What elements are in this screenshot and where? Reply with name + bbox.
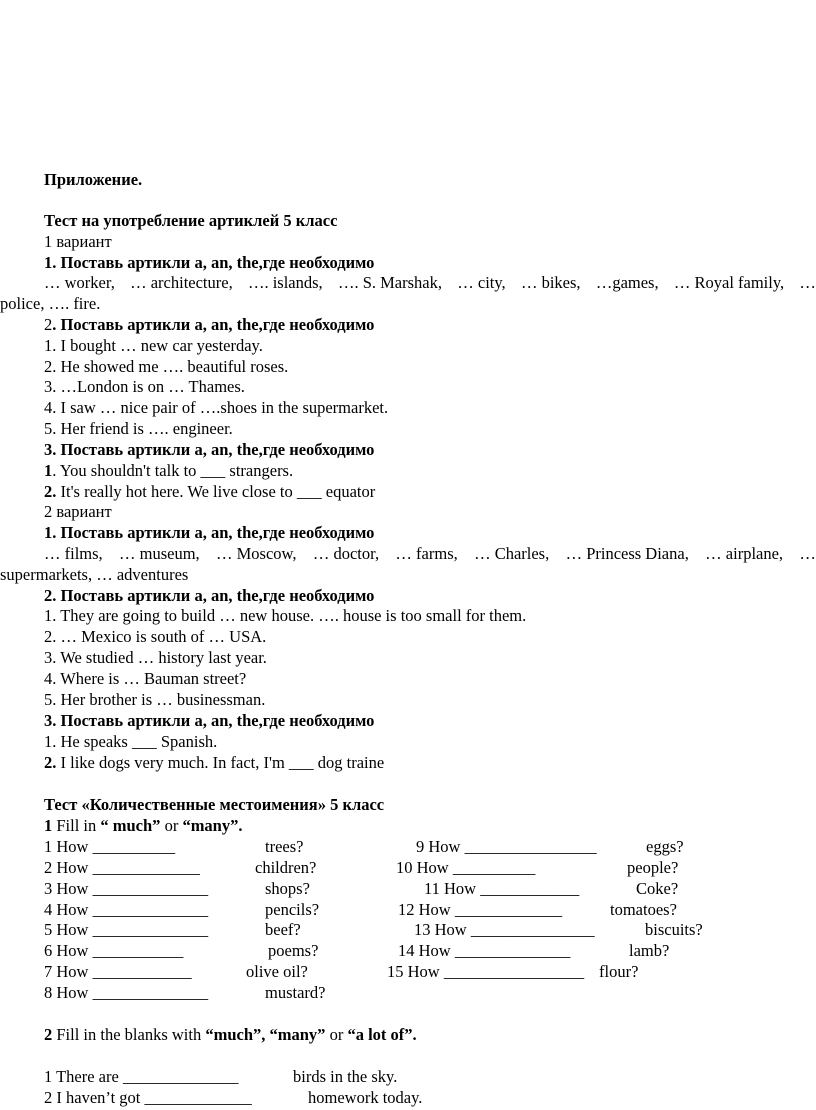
v1-task2-item: 1. I bought … new car yesterday. (44, 336, 263, 355)
ex2-item-start: 2 I haven’t got _____________ (44, 1088, 252, 1107)
ex1-item-noun: people? (627, 858, 679, 877)
v1-task3-item: 2. It's really hot here. We live close to ___ equator (44, 482, 376, 501)
ex2-item-start: 1 There are ______________ (44, 1067, 239, 1086)
v1-task1-word: … worker, (44, 273, 115, 292)
ex2-item-end: homework today. (308, 1088, 423, 1107)
v1-task1-title: 1. Поставь артикли a, an, the,где необходимо (44, 253, 375, 272)
v1-task2-item: 5. Her friend is …. engineer. (44, 419, 233, 438)
v2-task1-word: … museum, (119, 544, 200, 563)
ex1-item-question: 15 How _________________ (387, 962, 585, 981)
v2-task3-item: 2. I like dogs very much. In fact, I'm ___ dog traine (44, 753, 385, 772)
ex1-item-question: 12 How _____________ (398, 900, 563, 919)
ex2-item-end: birds in the sky. (293, 1067, 398, 1086)
v2-task1-word: … farms, (395, 544, 458, 563)
ex1-item-question: 10 How __________ (396, 858, 536, 877)
v2-task1-word: … (799, 544, 816, 563)
v1-task1-line1 (44, 273, 816, 293)
v2-task2-item: 3. We studied … history last year. (44, 648, 267, 667)
ex1-item-question: 7 How ____________ (44, 962, 192, 981)
v1-task2-item: 2. He showed me …. beautiful roses. (44, 357, 289, 376)
v2-task3-title: 3. Поставь артикли a, an, the,где необходимо (44, 711, 375, 730)
ex1-item-question: 14 How ______________ (398, 941, 571, 960)
v2-task1-line1 (44, 544, 816, 564)
ex1-item-noun: eggs? (646, 837, 684, 856)
ex1-item-noun: olive oil? (246, 962, 308, 981)
v2-task2-item: 4. Where is … Bauman street? (44, 669, 247, 688)
ex1-item-noun: children? (255, 858, 317, 877)
v2-task2-title: 2. Поставь артикли a, an, the,где необходимо (44, 586, 375, 605)
v1-task1-word: …. islands, (247, 273, 323, 292)
ex1-item-noun: flour? (599, 962, 639, 981)
v2-task1-word: … Moscow, (216, 544, 297, 563)
v1-task3-item: 1. You shouldn't talk to ___ strangers. (44, 461, 294, 480)
v2-task1-word: … Princess Diana, (565, 544, 689, 563)
ex1-item-question: 9 How ________________ (416, 837, 597, 856)
v1-task1-line2: police, …. fire. (0, 294, 101, 313)
v1-task2-title: 2. Поставь артикли a, an, the,где необходимо (44, 315, 375, 334)
ex2-instruction: 2 Fill in the blanks with “much”, “many” or “a lot of”. (44, 1025, 417, 1044)
variant2-label: 2 вариант (44, 502, 112, 521)
v1-task1-word: …games, (595, 273, 659, 292)
v1-task1-word: … architecture, (130, 273, 233, 292)
ex1-item-noun: mustard? (265, 983, 326, 1002)
v2-task2-item: 5. Her brother is … businessman. (44, 690, 266, 709)
v2-task1-word: … Charles, (474, 544, 550, 563)
ex1-item-noun: beef? (265, 920, 301, 939)
v2-task1-word: … airplane, (705, 544, 784, 563)
ex1-instruction: 1 Fill in “ much” or “many”. (44, 816, 243, 835)
v2-task3-item: 1. He speaks ___ Spanish. (44, 732, 218, 751)
ex1-item-question: 2 How _____________ (44, 858, 200, 877)
v2-task1-word: … films, (44, 544, 103, 563)
v1-task1-word: … (799, 273, 816, 292)
ex1-item-question: 11 How ____________ (424, 879, 580, 898)
ex1-item-noun: Coke? (636, 879, 679, 898)
ex1-item-question: 4 How ______________ (44, 900, 209, 919)
v1-task1-word: … city, (457, 273, 506, 292)
v1-task2-item: 3. …London is on … Thames. (44, 377, 245, 396)
v1-task1-word: … Royal family, (673, 273, 785, 292)
ex1-item-noun: lamb? (629, 941, 670, 960)
variant1-label: 1 вариант (44, 232, 112, 251)
v1-task1-word: … bikes, (520, 273, 581, 292)
ex1-item-noun: pencils? (265, 900, 320, 919)
v1-task1-word: …. S. Marshak, (337, 273, 442, 292)
ex1-item-question: 13 How _______________ (414, 920, 595, 939)
test1-title: Тест на употребление артиклей 5 класс (44, 211, 338, 230)
v2-task2-item: 1. They are going to build … new house. …. house is too small for them. (44, 606, 527, 625)
v2-task1-title: 1. Поставь артикли a, an, the,где необходимо (44, 523, 375, 542)
ex1-item-noun: shops? (265, 879, 310, 898)
ex1-item-question: 6 How ___________ (44, 941, 184, 960)
ex1-item-question: 3 How ______________ (44, 879, 209, 898)
v2-task1-line2: supermarkets, … adventures (0, 565, 189, 584)
ex1-item-question: 8 How ______________ (44, 983, 209, 1002)
v1-task3-title: 3. Поставь артикли a, an, the,где необходимо (44, 440, 375, 459)
v2-task1-word: … doctor, (312, 544, 380, 563)
ex1-item-question: 5 How ______________ (44, 920, 209, 939)
v1-task2-item: 4. I saw … nice pair of ….shoes in the supermarket. (44, 398, 389, 417)
test2-title: Тест «Количественные местоимения» 5 класс (44, 795, 385, 814)
v2-task2-item: 2. … Mexico is south of … USA. (44, 627, 267, 646)
ex1-item-noun: biscuits? (645, 920, 703, 939)
ex1-item-noun: trees? (265, 837, 304, 856)
ex1-item-noun: poems? (268, 941, 319, 960)
ex1-item-question: 1 How __________ (44, 837, 176, 856)
ex1-item-noun: tomatoes? (610, 900, 677, 919)
appendix-heading: Приложение. (44, 170, 143, 189)
